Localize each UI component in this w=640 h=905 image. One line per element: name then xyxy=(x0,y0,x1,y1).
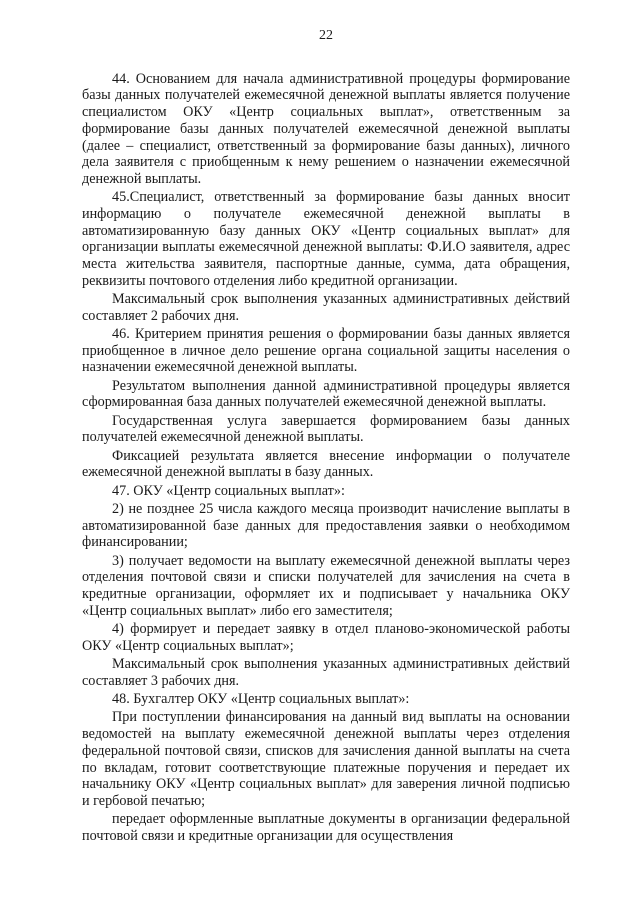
paragraph-47-deadline: Максимальный срок выполнения указанных административных действий составляет 3 рабочих дня. xyxy=(82,656,570,689)
paragraph-47-item-2: 2) не позднее 25 числа каждого месяца производит начисление выплаты в автоматизированной базе данных для предоставления заявки о необходимом финансировании; xyxy=(82,501,570,551)
paragraph-45: 45.Специалист, ответственный за формирование базы данных вносит информацию о получателе ежемесячной денежной выплаты в автоматизированную базу данных ОКУ «Центр социальных выплат» для организации выплаты ежемесячной денежной выплаты: Ф.И.О заявителя, адрес места жительства заявителя, паспортные данные, сумма, дата обращения, реквизиты почтового отделения либо кредитной организации. xyxy=(82,189,570,289)
paragraph-47-item-3: 3) получает ведомости на выплату ежемесячной денежной выплаты через отделения почтовой связи и списки получателей для зачисления на счета в кредитные организации, оформляет их и подписывает у начальника ОКУ «Центр социальных выплат» либо его заместителя; xyxy=(82,552,570,619)
paragraph-44: 44. Основанием для начала административной процедуры формирование базы данных получателей ежемесячной денежной выплаты является получение специалистом ОКУ «Центр социальных выплат», ответственным за формирование базы данных получателей ежемесячной денежной выплаты (далее – специалист, ответственный за формирование базы данных), личного дела заявителя с приобщенным к нему решением о назначении ежемесячной денежной выплаты. xyxy=(82,70,570,187)
paragraph-47-item-4: 4) формирует и передает заявку в отдел планово-экономической работы ОКУ «Центр социальных выплат»; xyxy=(82,621,570,654)
paragraph-48: 48. Бухгалтер ОКУ «Центр социальных выплат»: xyxy=(112,691,410,708)
paragraph-47: 47. ОКУ «Центр социальных выплат»: xyxy=(112,482,345,499)
document-body xyxy=(82,71,570,845)
paragraph-46-completion: Государственная услуга завершается формированием базы данных получателей ежемесячной денежной выплаты. xyxy=(82,412,570,446)
page-number: 22 xyxy=(319,28,333,43)
paragraph-46-result: Результатом выполнения данной административной процедуры является сформированная база данных получателей ежемесячной денежной выплаты. xyxy=(82,377,570,411)
paragraph-45-deadline: Максимальный срок выполнения указанных административных действий составляет 2 рабочих дня. xyxy=(82,291,570,324)
document-page xyxy=(82,28,570,846)
paragraph-46: 46. Критерием принятия решения о формировании базы данных является приобщенное в личное дело решение органа социальной защиты населения о назначении ежемесячной денежной выплаты. xyxy=(82,326,570,376)
paragraph-48-transfer: передает оформленные выплатные документы в организации федеральной почтовой связи и кредитные организации для осуществления xyxy=(82,811,570,844)
paragraph-46-fixation: Фиксацией результата является внесение информации о получателе ежемесячной денежной выплаты в базу данных. xyxy=(82,447,570,481)
paragraph-48-funding: При поступлении финансирования на данный вид выплаты на основании ведомостей на выплату ежемесячной денежной выплаты через отделения федеральной почтовой связи, списков для зачисления данной выплаты на счета по вкладам, готовит соответствующие платежные поручения и передает их начальнику ОКУ «Центр социальных выплат» для заверения личной подписью и гербовой печатью; xyxy=(82,709,570,809)
